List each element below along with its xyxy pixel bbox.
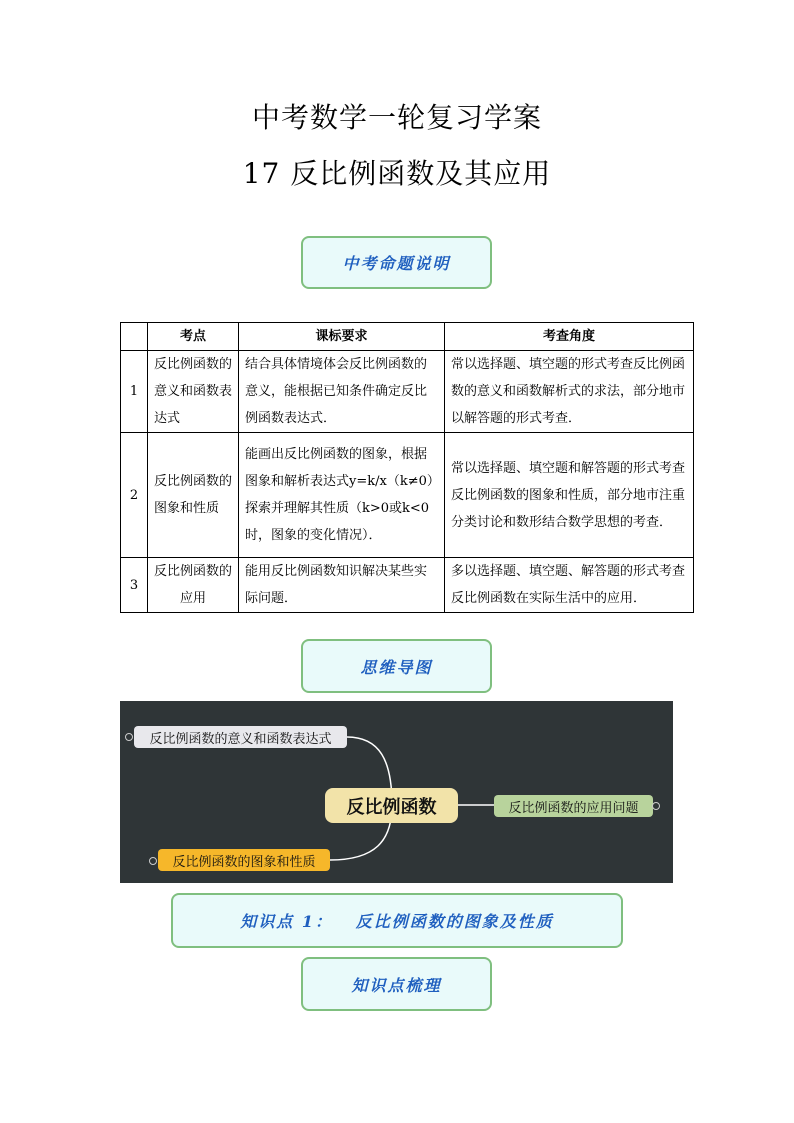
collapse-dot-icon[interactable] (125, 733, 133, 741)
section-banner-exam-explain (301, 236, 492, 289)
section-banner-mind-map (301, 639, 492, 693)
row-point: 反比例函数的图象和性质 (148, 433, 239, 558)
row-num: 2 (121, 433, 148, 558)
row-point: 反比例函数的应用 (148, 558, 239, 613)
row-requirement: 结合具体情境体会反比例函数的意义，能根据已知条件确定反比例函数表达式． (239, 351, 445, 433)
section-banner-label: 知识点梳理 (351, 975, 442, 995)
row-point: 反比例函数的意义和函数表达式 (148, 351, 239, 433)
mind-node-center[interactable]: 反比例函数 (325, 788, 458, 823)
row-angle: 常以选择题、填空题的形式考查反比例函数的意义和函数解析式的求法，部分地市以解答题的形式考查． (445, 351, 694, 433)
collapse-dot-icon[interactable] (149, 857, 157, 865)
requirements-table (120, 322, 694, 613)
row-num: 1 (121, 351, 148, 433)
row-angle: 常以选择题、填空题和解答题的形式考查反比例函数的图象和性质，部分地市注重分类讨论和数形结合数学思想的考查． (445, 433, 694, 558)
header-cell-point: 考点 (148, 323, 239, 351)
section-banner-knowledge-point (171, 893, 623, 948)
section-banner-label: 中考命题说明 (342, 254, 451, 273)
mind-node-application[interactable]: 反比例函数的应用问题 (494, 795, 653, 817)
row-requirement: 能画出反比例函数的图象，根据图象和解析表达式y=k/x（k≠0）探索并理解其性质（k>0或k<0时，图象的变化情况）． (239, 433, 445, 558)
header-cell-num (121, 323, 148, 351)
mind-map (120, 701, 673, 883)
header-cell-angle: 考查角度 (445, 323, 694, 351)
table-row (121, 433, 694, 558)
document-subtitle: 17 反比例函数及其应用 (242, 157, 552, 190)
row-angle: 多以选择题、填空题、解答题的形式考查反比例函数在实际生活中的应用． (445, 558, 694, 613)
mind-node-meaning[interactable]: 反比例函数的意义和函数表达式 (134, 726, 347, 748)
collapse-dot-icon[interactable] (652, 802, 660, 810)
row-requirement: 能用反比例函数知识解决某些实际问题． (239, 558, 445, 613)
table-row (121, 558, 694, 613)
table-header-row (121, 323, 694, 351)
document-title: 中考数学一轮复习学案 (251, 101, 542, 134)
section-banner-knowledge-sort (301, 957, 492, 1011)
row-num: 3 (121, 558, 148, 613)
section-banner-label: 知识点 1： 反比例函数的图象及性质 (240, 912, 554, 931)
table-row (121, 351, 694, 433)
header-cell-requirement: 课标要求 (239, 323, 445, 351)
mind-node-graph-properties[interactable]: 反比例函数的图象和性质 (158, 849, 330, 871)
section-banner-label: 思维导图 (360, 657, 433, 677)
